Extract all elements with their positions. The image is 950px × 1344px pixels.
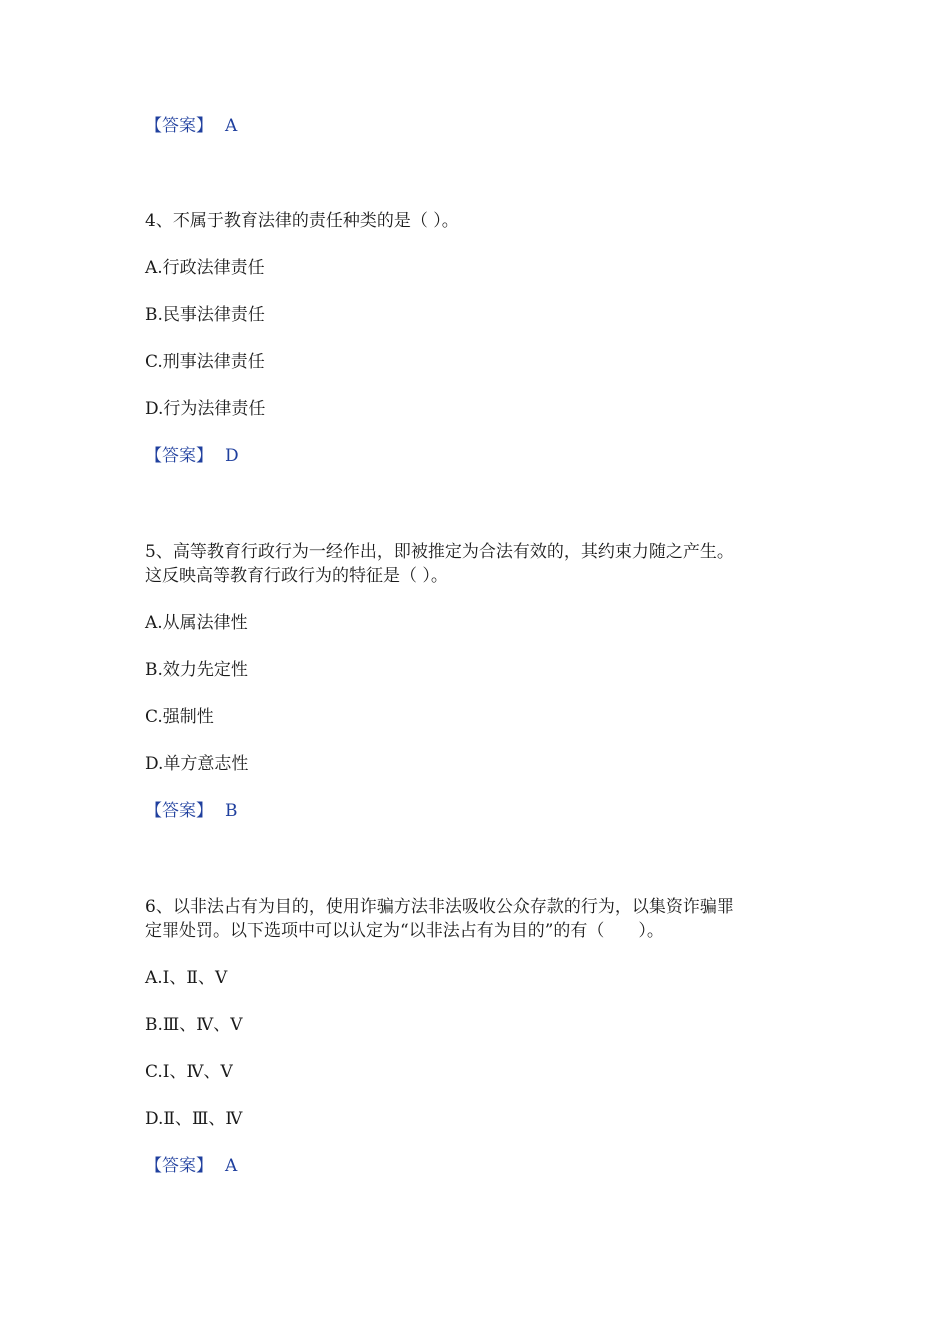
answer-label: 【答案】 bbox=[145, 801, 213, 821]
answer-label: 【答案】 bbox=[145, 1156, 213, 1176]
question-5-stem-line1: 5、高等教育行政行为一经作出，即被推定为合法有效的，其约束力随之产生。 bbox=[145, 542, 734, 562]
question-4-option-a: A.行政法律责任 bbox=[145, 258, 265, 278]
question-6-option-d: D.Ⅱ、Ⅲ、Ⅳ bbox=[145, 1109, 243, 1129]
answer-value: A bbox=[225, 1156, 238, 1176]
question-6-option-c: C.Ⅰ、Ⅳ、Ⅴ bbox=[145, 1062, 233, 1082]
question-6-option-a: A.Ⅰ、Ⅱ、Ⅴ bbox=[145, 968, 228, 988]
question-6-stem-line2: 定罪处罚。以下选项中可以认定为“以非法占有为目的”的有（ ）。 bbox=[145, 921, 664, 941]
answer-q3 bbox=[145, 115, 237, 137]
answer-q5 bbox=[145, 800, 238, 822]
question-5-stem-line2: 这反映高等教育行政行为的特征是（ ）。 bbox=[145, 566, 448, 586]
answer-label: 【答案】 bbox=[145, 116, 213, 136]
question-6-stem-line1: 6、以非法占有为目的，使用诈骗方法非法吸收公众存款的行为，以集资诈骗罪 bbox=[145, 897, 734, 917]
answer-value: A bbox=[225, 116, 238, 136]
question-4-stem: 4、不属于教育法律的责任种类的是（ ）。 bbox=[145, 211, 459, 231]
question-4-option-d: D.行为法律责任 bbox=[145, 399, 266, 419]
question-5-option-d: D.单方意志性 bbox=[145, 754, 249, 774]
question-6-option-b: B.Ⅲ、Ⅳ、Ⅴ bbox=[145, 1015, 243, 1035]
answer-label: 【答案】 bbox=[145, 446, 213, 466]
answer-q6 bbox=[145, 1155, 237, 1177]
answer-q4 bbox=[145, 445, 239, 467]
answer-value: B bbox=[225, 801, 238, 821]
question-4-option-b: B.民事法律责任 bbox=[145, 305, 265, 325]
question-5-option-b: B.效力先定性 bbox=[145, 660, 248, 680]
question-4-option-c: C.刑事法律责任 bbox=[145, 352, 265, 372]
question-5-option-c: C.强制性 bbox=[145, 707, 214, 727]
question-5-option-a: A.从属法律性 bbox=[145, 613, 248, 633]
answer-value: D bbox=[225, 446, 239, 466]
